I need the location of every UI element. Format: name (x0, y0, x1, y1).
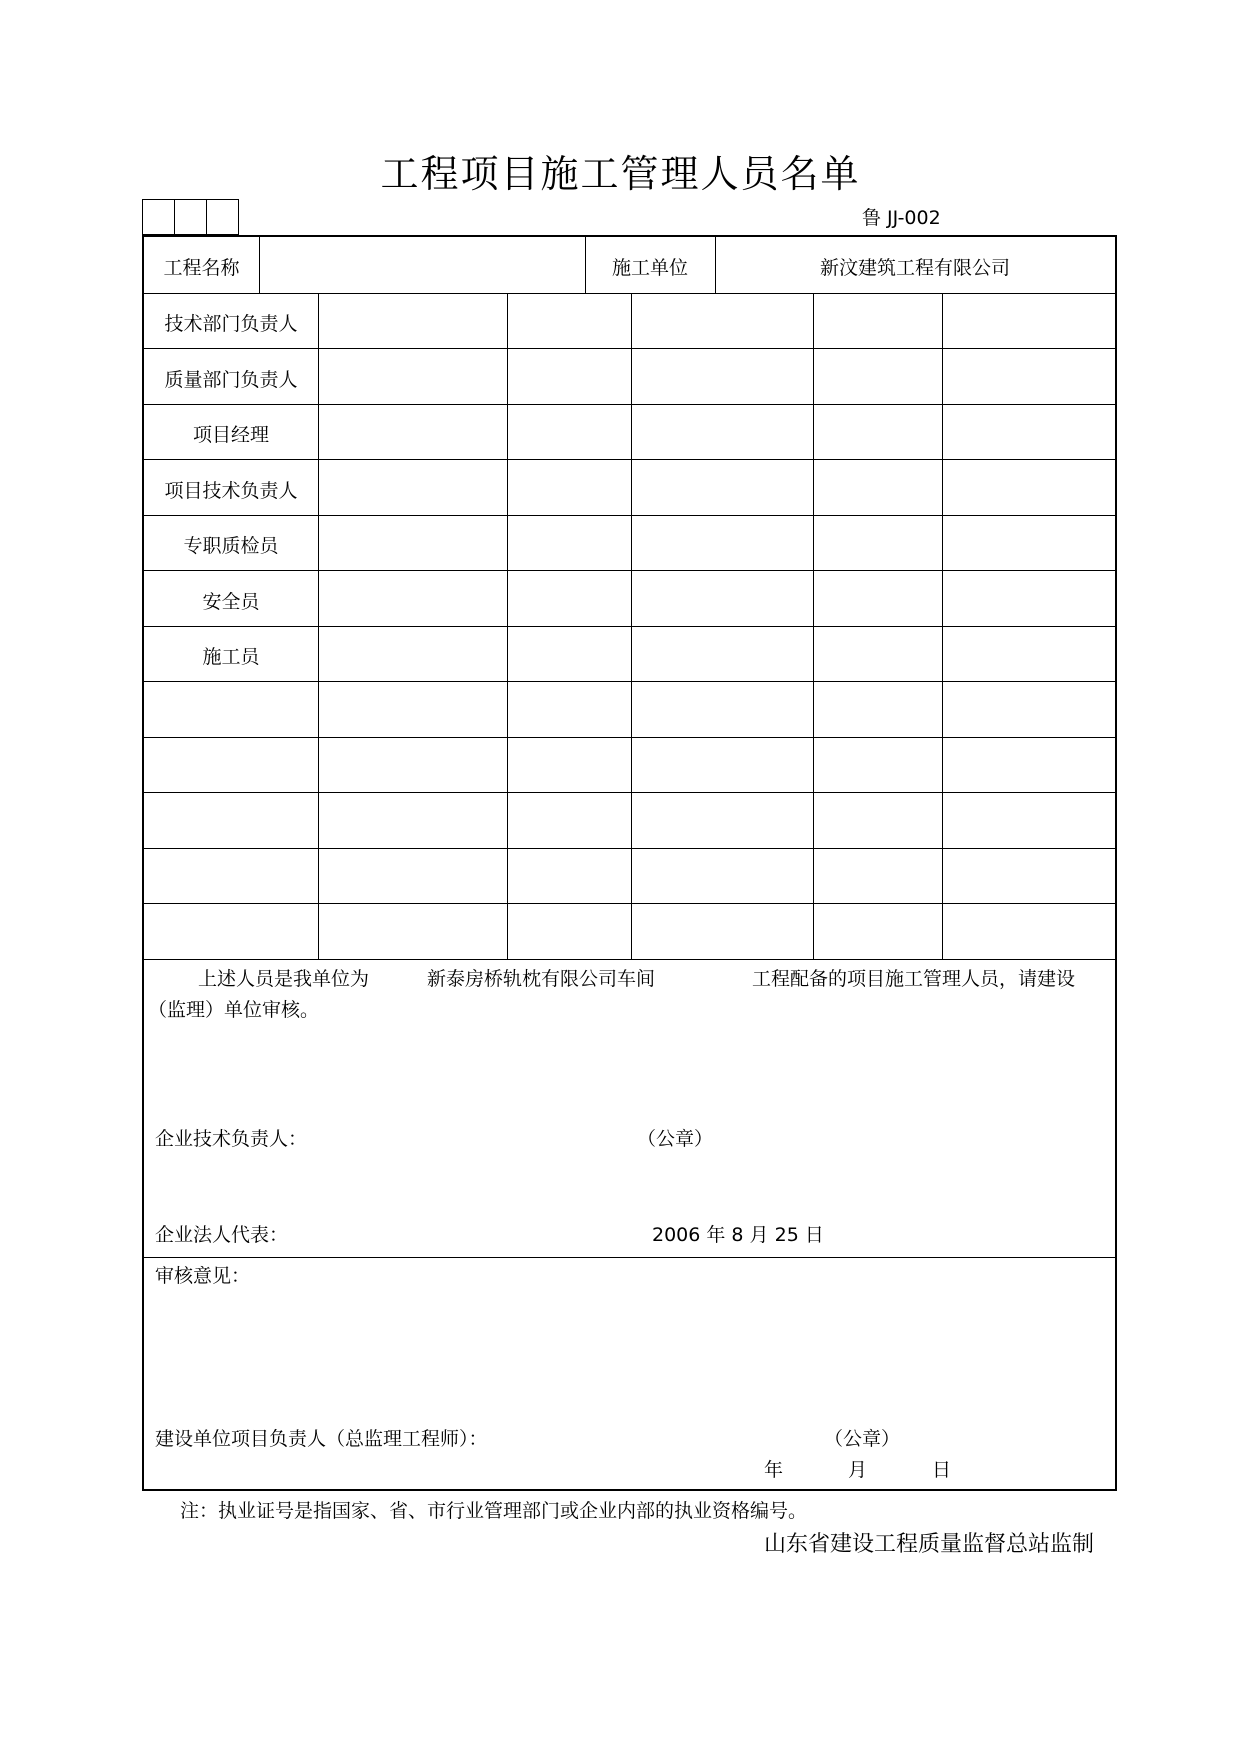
grid-line (144, 626, 1115, 627)
role-label: 施工员 (202, 646, 260, 668)
grid-line (144, 515, 1115, 516)
declaration-date: 2006 年 8 月 25 日 (652, 1224, 824, 1246)
footer-note: 注：执业证号是指国家、省、市行业管理部门或企业内部的执业资格编号。 (180, 1500, 808, 1522)
tech-head-label: 企业技术负责人： (155, 1128, 308, 1150)
review-day: 日 (932, 1459, 952, 1481)
legal-rep-label: 企业法人代表： (155, 1224, 289, 1246)
grid-line (144, 348, 1115, 349)
form-code: 鲁 JJ-002 (862, 207, 941, 229)
declaration-project: 新泰房桥轨枕有限公司车间 (427, 968, 656, 990)
footer-issuer: 山东省建设工程质量监督总站监制 (764, 1532, 1095, 1557)
code-box (175, 200, 207, 234)
grid-line (144, 404, 1115, 405)
grid-line (144, 848, 1115, 849)
review-signer-label: 建设单位项目负责人（总监理工程师）： (155, 1428, 488, 1450)
corner-code-boxes (142, 199, 239, 235)
review-opinion-label: 审核意见： (155, 1265, 251, 1287)
declaration-line2: （监理）单位审核。 (148, 999, 320, 1021)
role-label: 项目技术负责人 (164, 480, 298, 502)
declaration-suffix: 工程配备的项目施工管理人员，请建设 (752, 968, 1076, 990)
section-divider (144, 1257, 1115, 1258)
code-box (207, 200, 238, 234)
code-box (143, 200, 175, 234)
role-label: 项目经理 (192, 424, 269, 446)
grid-line (144, 570, 1115, 571)
review-year: 年 (764, 1459, 784, 1481)
grid-line (144, 903, 1115, 904)
document-title: 工程项目施工管理人员名单 (380, 152, 861, 196)
grid-line (144, 459, 1115, 460)
review-month: 月 (848, 1459, 868, 1481)
contractor-label: 施工单位 (611, 257, 688, 279)
declaration-prefix: 上述人员是我单位为 (198, 968, 370, 990)
project-name-label: 工程名称 (163, 257, 240, 279)
role-label: 质量部门负责人 (164, 369, 298, 391)
grid-line (259, 237, 260, 293)
grid-line (144, 959, 1115, 960)
company-seal: （公章） (637, 1128, 714, 1150)
contractor-field[interactable]: 新汶建筑工程有限公司 (819, 257, 1010, 279)
role-label: 技术部门负责人 (164, 313, 298, 335)
grid-line (144, 792, 1115, 793)
grid-line (144, 293, 1115, 294)
role-label: 安全员 (202, 591, 260, 613)
review-seal: （公章） (824, 1428, 901, 1450)
role-label: 专职质检员 (183, 535, 279, 557)
grid-line (144, 681, 1115, 682)
grid-line (144, 737, 1115, 738)
form-table (142, 235, 1117, 1491)
